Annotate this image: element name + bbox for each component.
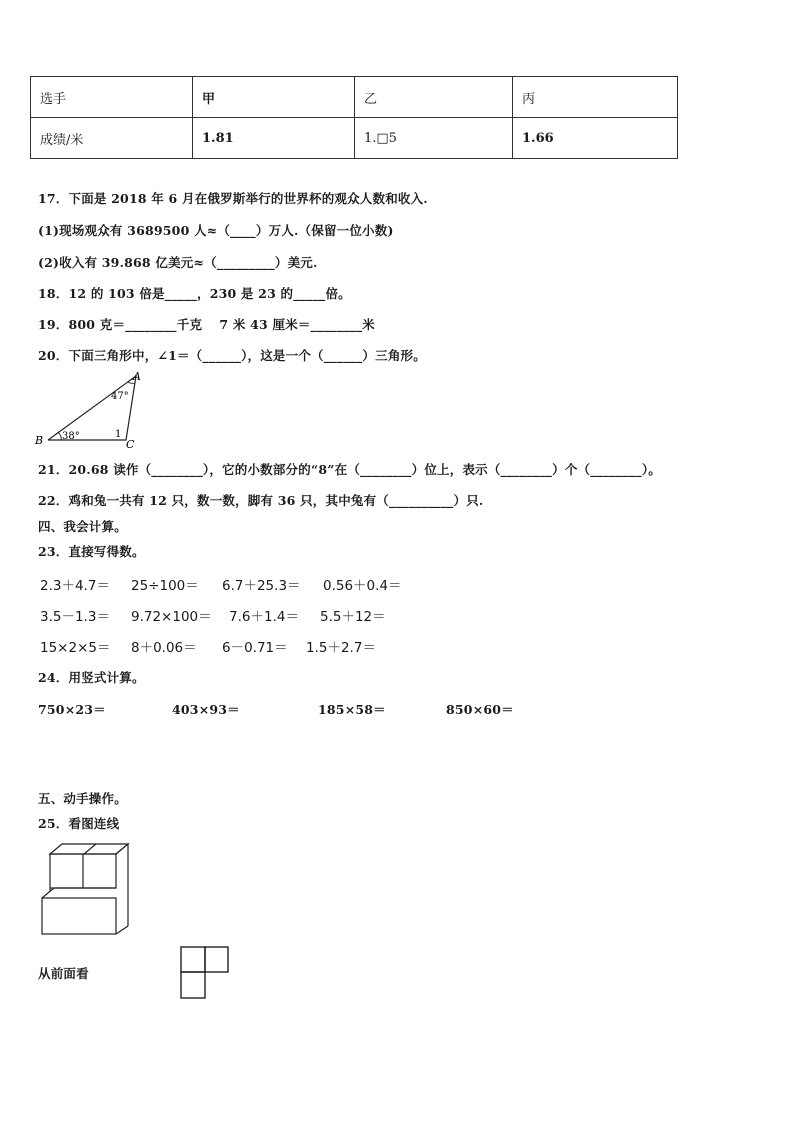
table-header-cell: 选手: [31, 77, 193, 118]
question-18: 18．12 的 103 倍是_____，230 是 23 的_____倍。: [38, 286, 351, 301]
question-23-title: 23．直接写得数。: [38, 544, 145, 559]
calc-item: 2.3＋4.7＝: [40, 578, 110, 594]
table-cell: 1.81: [193, 118, 355, 159]
question-17-part-1: (1)现场观众有 3689500 人≈（____）万人.（保留一位小数): [38, 223, 394, 238]
calc-item: 3.5－1.3＝: [40, 609, 110, 625]
table-header-cell: 丙: [513, 77, 678, 118]
question-17-part-2: (2)收入有 39.868 亿美元≈（_________）美元.: [38, 255, 318, 270]
vertex-label-c: C: [126, 438, 135, 451]
table-cell: 1.□5: [355, 118, 513, 159]
angle-a-label: 47°: [111, 391, 129, 402]
angle-1-label: 1: [115, 429, 122, 440]
table-header-cell: 甲: [193, 77, 355, 118]
front-view-grid: [180, 946, 230, 1000]
question-25-title: 25．看图连线: [38, 816, 120, 831]
vertical-calc-item: 185×58＝: [318, 702, 386, 717]
vertex-label-b: B: [35, 434, 44, 447]
section-5-heading: 五、动手操作。: [38, 791, 127, 806]
table-cell: 1.66: [513, 118, 678, 159]
triangle-figure: [34, 370, 144, 450]
vertical-calc-item: 403×93＝: [172, 702, 240, 717]
angle-b-label: 38°: [62, 431, 80, 442]
vertex-label-a: A: [133, 370, 141, 383]
question-20-stem: 20．下面三角形中，∠1＝（______），这是一个（______）三角形。: [38, 348, 426, 363]
vertical-calc-item: 750×23＝: [38, 702, 106, 717]
table-row: [31, 77, 678, 118]
calc-item: 8＋0.06＝: [131, 640, 197, 656]
table-row: [31, 118, 678, 159]
calc-item: 0.56＋0.4＝: [323, 578, 402, 594]
question-19: 19．800 克＝________千克 7 米 43 厘米＝________米: [38, 317, 375, 332]
calc-item: 7.6＋1.4＝: [229, 609, 299, 625]
angle-b-arc: [58, 432, 61, 440]
calc-item: 1.5＋2.7＝: [306, 640, 376, 656]
cube-stack-figure: [40, 840, 130, 935]
front-view-label: 从前面看: [38, 966, 89, 981]
calc-item: 6.7＋25.3＝: [222, 578, 301, 594]
question-24-title: 24．用竖式计算。: [38, 670, 145, 685]
vertical-calc-item: 850×60＝: [446, 702, 514, 717]
calc-item: 25÷100＝: [131, 578, 199, 594]
calc-item: 5.5＋12＝: [320, 609, 386, 625]
question-17-stem: 17．下面是 2018 年 6 月在俄罗斯举行的世界杯的观众人数和收入.: [38, 191, 428, 206]
table-header-cell: 乙: [355, 77, 513, 118]
question-22: 22．鸡和兔一共有 12 只，数一数，脚有 36 只，其中兔有（__________）只.: [38, 493, 484, 508]
calc-item: 9.72×100＝: [131, 609, 212, 625]
calc-item: 15×2×5＝: [40, 640, 111, 656]
section-4-heading: 四、我会计算。: [38, 519, 127, 534]
table-cell: 成绩/米: [31, 118, 193, 159]
score-table: [30, 76, 678, 159]
question-21: 21．20.68 读作（________），它的小数部分的“8”在（________）位上，表示（________）个（________）。: [38, 462, 661, 477]
calc-item: 6－0.71＝: [222, 640, 288, 656]
